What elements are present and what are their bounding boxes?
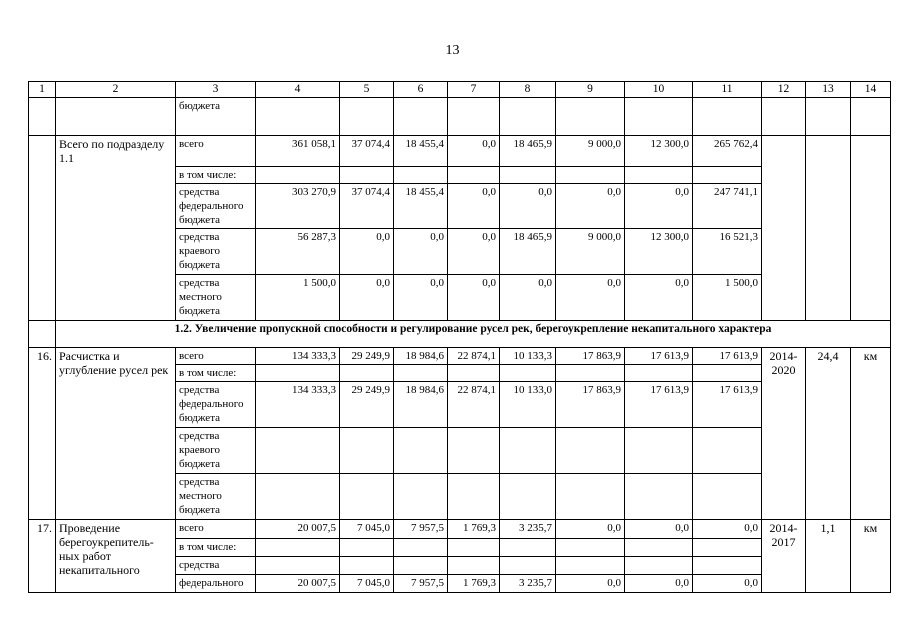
value-cell: [256, 167, 340, 184]
item-title: Проведение берегоукрепитель-ных работ некапитального: [56, 520, 176, 593]
column-numbers-row: [29, 82, 891, 98]
value-cell: 17 613,9: [625, 382, 693, 428]
value-cell: [625, 539, 693, 557]
continuation-row: [29, 98, 891, 136]
value-cell: 18 984,6: [394, 382, 448, 428]
value-cell: [556, 474, 625, 520]
value-cell: 134 333,3: [256, 382, 340, 428]
value-cell: [256, 557, 340, 575]
value-cell: [340, 167, 394, 184]
source-label: всего: [176, 348, 256, 365]
value-cell: 17 613,9: [693, 382, 762, 428]
source-label: в том числе:: [176, 539, 256, 557]
unit-cell: [851, 136, 891, 321]
value-cell: [448, 539, 500, 557]
source-label: федерального: [176, 575, 256, 593]
item-title: Всего по подразделу 1.1: [56, 136, 176, 321]
table-row: [29, 136, 891, 167]
value-cell: [340, 539, 394, 557]
value-cell: 20 007,5: [256, 575, 340, 593]
value-cell: [556, 539, 625, 557]
value-cell: [693, 474, 762, 520]
value-cell: 10 133,3: [500, 348, 556, 365]
value-cell: [693, 428, 762, 474]
value-cell: 361 058,1: [256, 136, 340, 167]
source-label: средства федерального бюджета: [176, 382, 256, 428]
value-cell: [693, 365, 762, 382]
value-cell: [500, 474, 556, 520]
value-cell: [394, 428, 448, 474]
value-cell: 18 465,9: [500, 229, 556, 275]
value-cell: 0,0: [693, 520, 762, 539]
value-cell: [256, 428, 340, 474]
value-cell: [693, 539, 762, 557]
value-cell: 18 984,6: [394, 348, 448, 365]
source-label: средства местного бюджета: [176, 474, 256, 520]
value-cell: 9 000,0: [556, 136, 625, 167]
value-cell: 22 874,1: [448, 348, 500, 365]
col-header: 9: [556, 82, 625, 98]
value-cell: [448, 167, 500, 184]
value-cell: [340, 428, 394, 474]
col-header: 5: [340, 82, 394, 98]
value-cell: 22 874,1: [448, 382, 500, 428]
source-label: всего: [176, 136, 256, 167]
value-cell: [394, 365, 448, 382]
value-cell: [556, 365, 625, 382]
unit-cell: км: [851, 348, 891, 520]
value-cell: 18 465,9: [500, 136, 556, 167]
value-cell: 0,0: [448, 136, 500, 167]
section-heading-row: [29, 321, 891, 348]
value-cell: 18 455,4: [394, 136, 448, 167]
value-cell: [625, 428, 693, 474]
value-cell: [394, 557, 448, 575]
value-cell: 12 300,0: [625, 136, 693, 167]
col-header: 8: [500, 82, 556, 98]
value-cell: 20 007,5: [256, 520, 340, 539]
value-cell: 247 741,1: [693, 184, 762, 229]
value-cell: [625, 474, 693, 520]
value-cell: 7 957,5: [394, 520, 448, 539]
value-cell: 7 957,5: [394, 575, 448, 593]
col-header: 7: [448, 82, 500, 98]
value-cell: 0,0: [448, 184, 500, 229]
value-cell: 0,0: [340, 275, 394, 321]
value-cell: 0,0: [693, 575, 762, 593]
value-cell: 0,0: [500, 275, 556, 321]
amount-cell: 1,1: [806, 520, 851, 593]
value-cell: [340, 557, 394, 575]
col-header: 12: [762, 82, 806, 98]
value-cell: 18 455,4: [394, 184, 448, 229]
period-cell: [762, 136, 806, 321]
value-cell: [500, 428, 556, 474]
col-header: 2: [56, 82, 176, 98]
period-cell: 2014-2020: [762, 348, 806, 520]
value-cell: [448, 474, 500, 520]
unit-cell: км: [851, 520, 891, 593]
value-cell: 17 863,9: [556, 382, 625, 428]
value-cell: 0,0: [625, 275, 693, 321]
value-cell: 0,0: [340, 229, 394, 275]
value-cell: 1 500,0: [256, 275, 340, 321]
value-cell: [625, 365, 693, 382]
value-cell: [340, 474, 394, 520]
value-cell: 7 045,0: [340, 575, 394, 593]
value-cell: [556, 167, 625, 184]
value-cell: 29 249,9: [340, 348, 394, 365]
value-cell: 56 287,3: [256, 229, 340, 275]
value-cell: 265 762,4: [693, 136, 762, 167]
col-header: 4: [256, 82, 340, 98]
amount-cell: 24,4: [806, 348, 851, 520]
value-cell: [693, 557, 762, 575]
value-cell: 0,0: [394, 275, 448, 321]
value-cell: 3 235,7: [500, 520, 556, 539]
value-cell: 0,0: [556, 520, 625, 539]
source-label: бюджета: [176, 98, 256, 136]
value-cell: 0,0: [556, 184, 625, 229]
value-cell: 3 235,7: [500, 575, 556, 593]
value-cell: 10 133,0: [500, 382, 556, 428]
table-row: [29, 520, 891, 539]
section-title: 1.2. Увеличение пропускной способности и регулирование русел рек, берегоукрепление некапитального характера: [56, 321, 891, 348]
value-cell: 303 270,9: [256, 184, 340, 229]
value-cell: 1 769,3: [448, 575, 500, 593]
value-cell: [500, 365, 556, 382]
source-label: средства: [176, 557, 256, 575]
value-cell: 1 769,3: [448, 520, 500, 539]
col-header: 1: [29, 82, 56, 98]
value-cell: 0,0: [625, 575, 693, 593]
source-label: всего: [176, 520, 256, 539]
value-cell: 0,0: [448, 229, 500, 275]
table-row: [29, 348, 891, 365]
value-cell: 0,0: [556, 575, 625, 593]
value-cell: [500, 167, 556, 184]
value-cell: [256, 365, 340, 382]
source-label: средства местного бюджета: [176, 275, 256, 321]
program-table: [28, 81, 891, 593]
value-cell: [340, 365, 394, 382]
value-cell: 9 000,0: [556, 229, 625, 275]
value-cell: 37 074,4: [340, 184, 394, 229]
item-number: 17.: [29, 520, 56, 593]
source-label: в том числе:: [176, 365, 256, 382]
col-header: 11: [693, 82, 762, 98]
value-cell: [500, 539, 556, 557]
value-cell: [625, 167, 693, 184]
value-cell: 0,0: [556, 275, 625, 321]
value-cell: 0,0: [394, 229, 448, 275]
value-cell: [500, 557, 556, 575]
value-cell: 29 249,9: [340, 382, 394, 428]
value-cell: [394, 539, 448, 557]
source-label: средства федерального бюджета: [176, 184, 256, 229]
source-label: в том числе:: [176, 167, 256, 184]
value-cell: 0,0: [625, 520, 693, 539]
value-cell: 16 521,3: [693, 229, 762, 275]
item-number: [29, 136, 56, 321]
value-cell: 17 863,9: [556, 348, 625, 365]
item-number: 16.: [29, 348, 56, 520]
value-cell: [256, 539, 340, 557]
value-cell: 7 045,0: [340, 520, 394, 539]
value-cell: 12 300,0: [625, 229, 693, 275]
value-cell: [256, 474, 340, 520]
col-header: 13: [806, 82, 851, 98]
value-cell: [394, 167, 448, 184]
source-label: средства краевого бюджета: [176, 428, 256, 474]
period-cell: 2014-2017: [762, 520, 806, 593]
value-cell: [448, 428, 500, 474]
value-cell: [394, 474, 448, 520]
value-cell: [448, 557, 500, 575]
col-header: 6: [394, 82, 448, 98]
value-cell: 17 613,9: [693, 348, 762, 365]
page-number: 13: [445, 43, 460, 58]
value-cell: [625, 557, 693, 575]
value-cell: 17 613,9: [625, 348, 693, 365]
amount-cell: [806, 136, 851, 321]
value-cell: 0,0: [500, 184, 556, 229]
value-cell: [448, 365, 500, 382]
value-cell: 1 500,0: [693, 275, 762, 321]
value-cell: [556, 557, 625, 575]
value-cell: 134 333,3: [256, 348, 340, 365]
value-cell: 37 074,4: [340, 136, 394, 167]
value-cell: [556, 428, 625, 474]
value-cell: [693, 167, 762, 184]
value-cell: 0,0: [448, 275, 500, 321]
col-header: 14: [851, 82, 891, 98]
col-header: 3: [176, 82, 256, 98]
source-label: средства краевого бюджета: [176, 229, 256, 275]
value-cell: 0,0: [625, 184, 693, 229]
item-title: Расчистка и углубление русел рек: [56, 348, 176, 520]
col-header: 10: [625, 82, 693, 98]
